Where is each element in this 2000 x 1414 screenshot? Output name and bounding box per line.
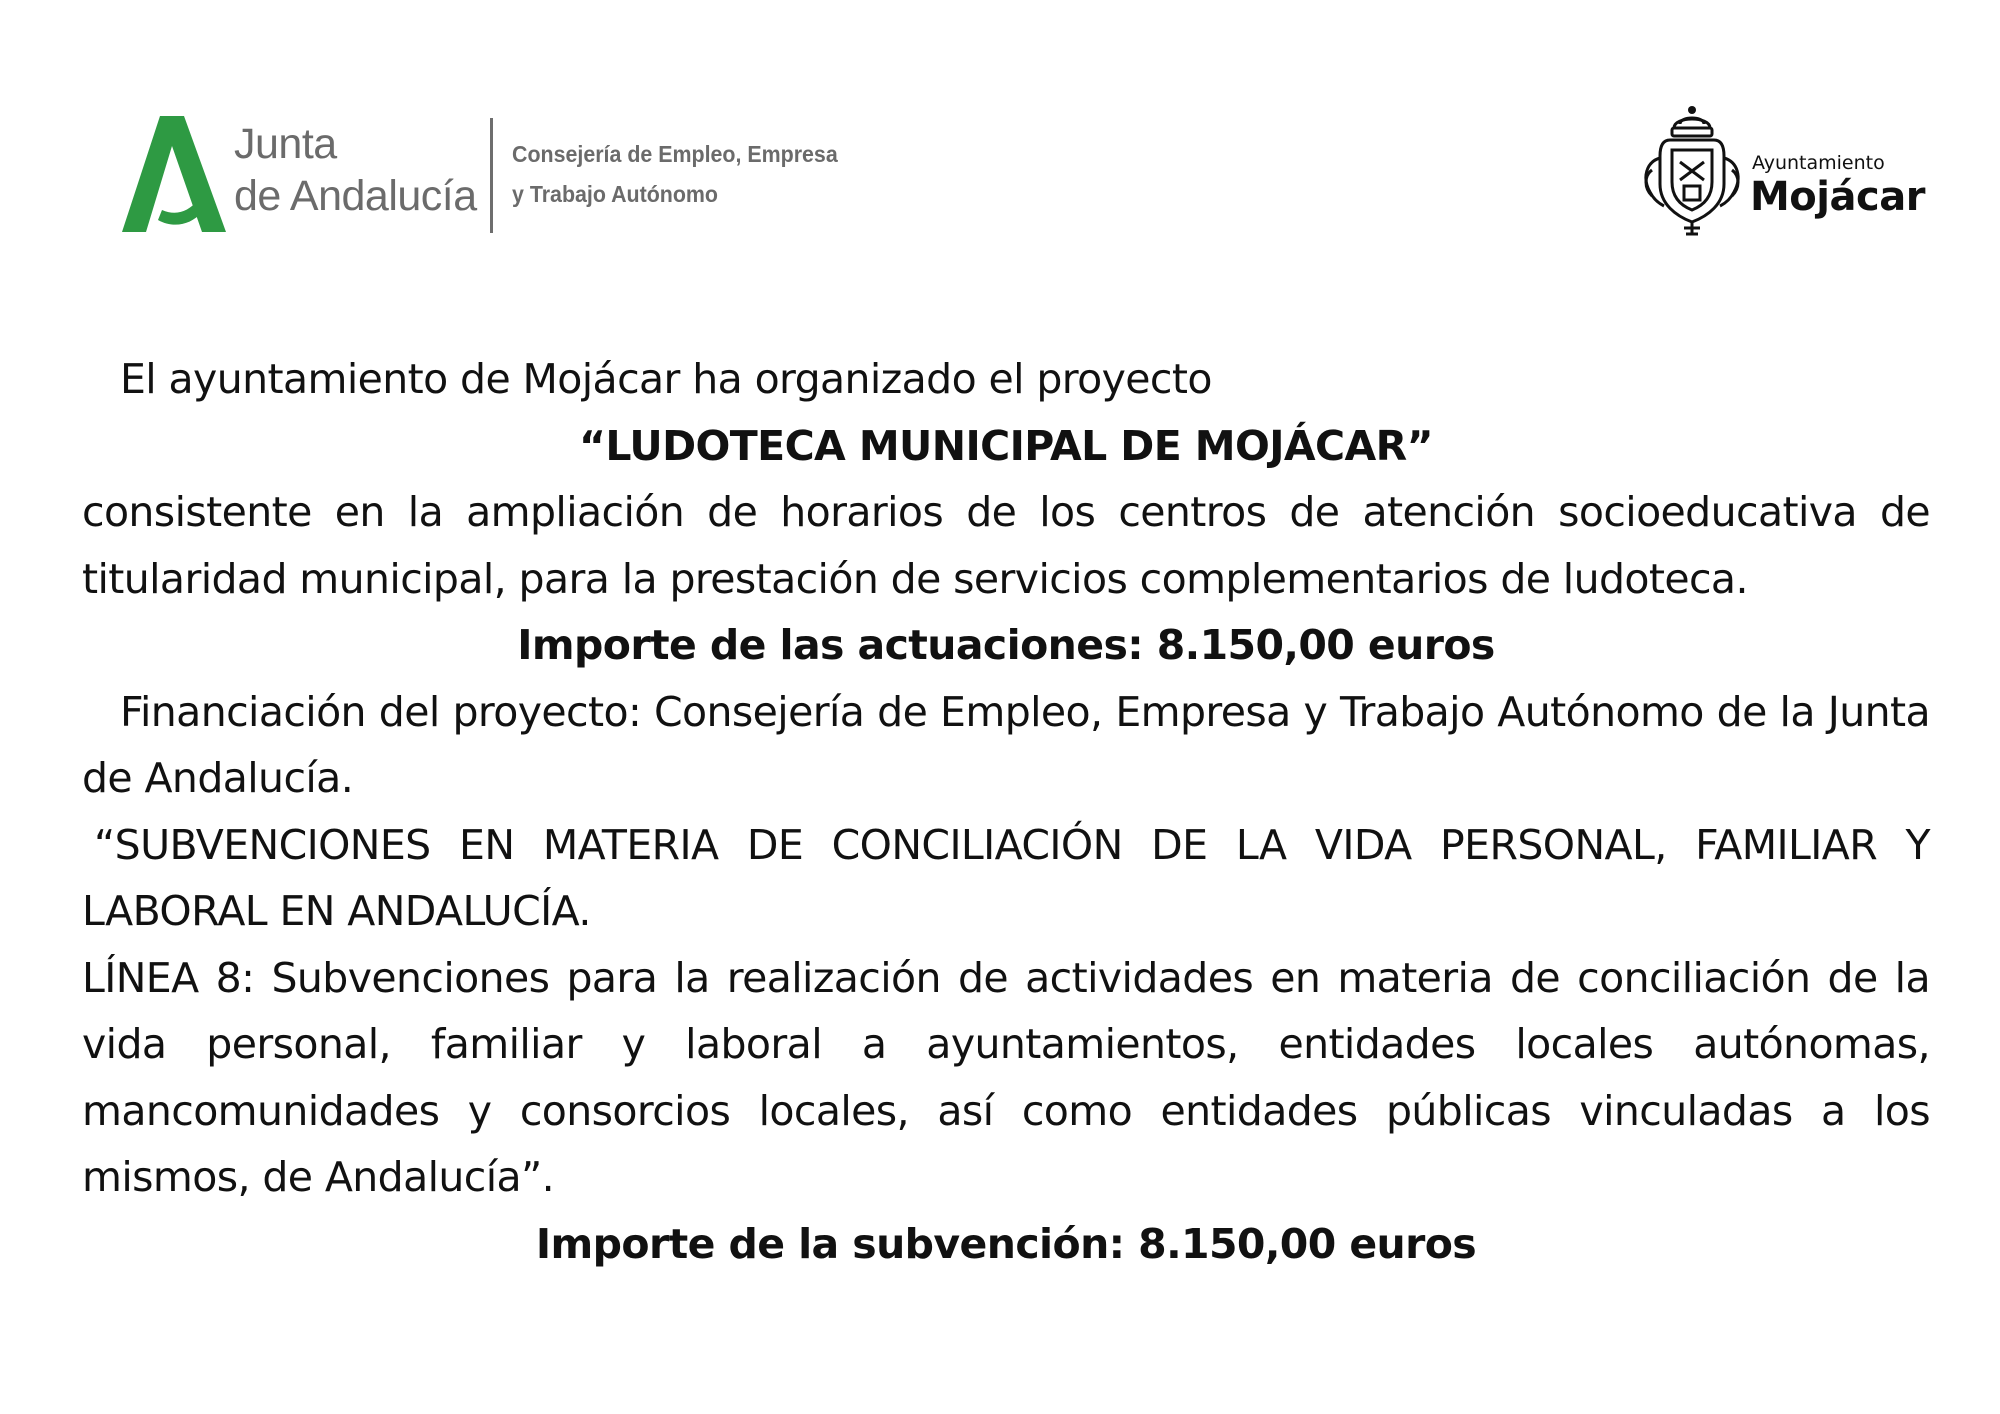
project-title: “LUDOTECA MUNICIPAL DE MOJÁCAR” [579, 421, 1433, 470]
financing-text: Financiación del proyecto: Consejería de Empleo, Empresa y Trabajo Autónomo de la Junta de Andalucía. [82, 687, 1930, 802]
logo-divider [490, 118, 493, 233]
junta-name [234, 118, 477, 222]
junta-name-line2: de Andalucía [234, 172, 477, 220]
consejeria-name [512, 134, 838, 214]
junta-name-line1: Junta [234, 120, 337, 168]
junta-andalucia-a-icon [122, 116, 226, 232]
line8-text: LÍNEA 8: Subvenciones para la realización de actividades en materia de conciliación de la vida personal, familiar y laboral a ayuntamientos, entidades locales autónomas, mancomunidades y consorcios locales, así como entidades públicas vinculadas a los mismos, de Andalucía”. [82, 953, 1930, 1201]
junta-de-andalucia-logo [122, 112, 862, 242]
ayuntamiento-label: Ayuntamiento [1752, 152, 1885, 174]
ayuntamiento-mojacar-logo [1640, 100, 1930, 240]
amount-actions: Importe de las actuaciones: 8.150,00 euros [517, 621, 1495, 669]
consejeria-line2: y Trabajo Autónomo [512, 181, 718, 207]
amount-grant: Importe de la subvención: 8.150,00 euros [535, 1219, 1477, 1268]
intro-text: El ayuntamiento de Mojácar ha organizado el proyecto [120, 355, 1212, 403]
mojacar-label: Mojácar [1750, 174, 1925, 220]
program-title: “SUBVENCIONES EN MATERIA DE CONCILIACIÓN DE LA VIDA PERSONAL, FAMILIAR Y LABORAL EN ANDALUCÍA. [82, 820, 1930, 935]
mojacar-crest-icon [1640, 104, 1744, 236]
consejeria-line1: Consejería de Empleo, Empresa [512, 141, 838, 167]
notice-body [82, 346, 1930, 1277]
project-description: consistente en la ampliación de horarios de los centros de atención socioeducativa de titularidad municipal, para la prestación de servicios complementarios de ludoteca. [82, 488, 1930, 603]
